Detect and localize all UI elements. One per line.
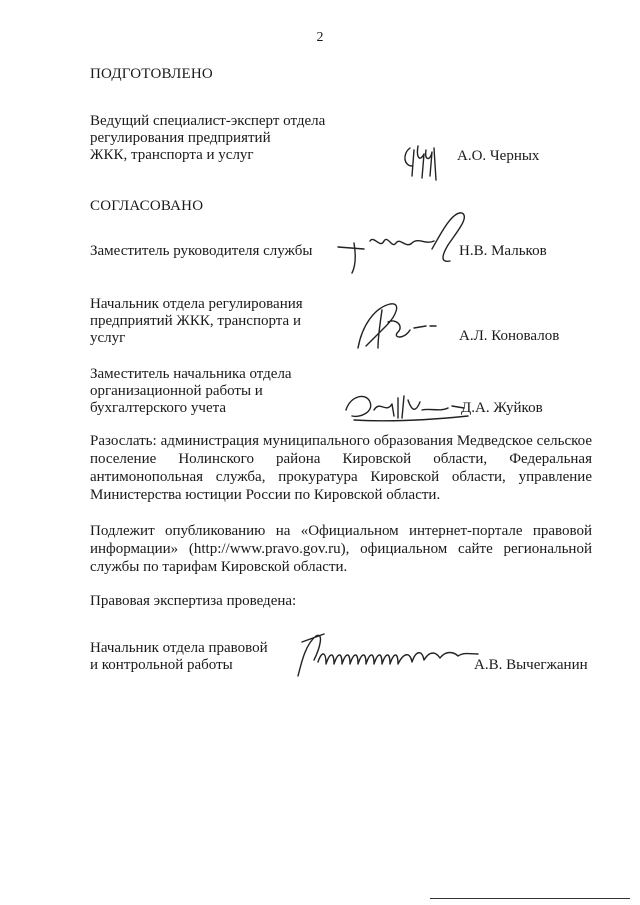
role-line: услуг	[90, 330, 126, 346]
role-line: Заместитель руководителя службы	[90, 243, 313, 259]
role-line: регулирования предприятий	[90, 130, 271, 146]
role-line: бухгалтерского учета	[90, 400, 227, 416]
signer-1-role	[90, 243, 330, 260]
page-number: 2	[316, 30, 324, 45]
signature-konovalov	[352, 296, 440, 358]
role-line: Начальник отдела регулирования	[90, 296, 303, 312]
signer-1-name: Н.В. Мальков	[459, 243, 547, 259]
signer-3-role	[90, 366, 330, 417]
role-line: Заместитель начальника отдела	[90, 366, 292, 382]
role-line: организационной работы и	[90, 383, 263, 399]
role-line: предприятий ЖКК, транспорта и	[90, 313, 301, 329]
distribution-paragraph: Разослать: администрация муниципального образования Медведское сельское поселение Нолинского района Кировской области, Федеральная антимонопольная служба, прокуратура Кировской области, управление Министерства юстиции России по Кировской области.	[90, 433, 592, 503]
role-line: ЖКК, транспорта и услуг	[90, 147, 254, 163]
signature-zhuikov	[340, 386, 470, 426]
signer-2-name: А.Л. Коновалов	[459, 328, 560, 344]
footer-rule	[430, 898, 630, 899]
prepared-role	[90, 113, 330, 164]
signature-malkov	[330, 205, 470, 275]
signature-vychegzhanin	[294, 624, 484, 680]
signer-3-name: Д.А. Жуйков	[461, 400, 543, 416]
agreed-heading: СОГЛАСОВАНО	[90, 198, 204, 214]
role-line: и контрольной работы	[90, 657, 233, 673]
role-line: Начальник отдела правовой	[90, 640, 268, 656]
role-line: Ведущий специалист-эксперт отдела	[90, 113, 326, 129]
signer-2-role	[90, 296, 330, 347]
prepared-name: А.О. Черных	[457, 148, 540, 164]
legal-review-statement: Правовая экспертиза проведена:	[90, 593, 297, 609]
signature-chernykh	[398, 140, 448, 182]
legal-review-name: А.В. Вычегжанин	[474, 657, 588, 673]
prepared-heading: ПОДГОТОВЛЕНО	[90, 66, 213, 82]
publication-paragraph: Подлежит опубликованию на «Официальном интернет-портале правовой информации» (http://www.pravo.gov.ru), официальном сайте региональной службы по тарифам Кировской области.	[90, 523, 592, 575]
